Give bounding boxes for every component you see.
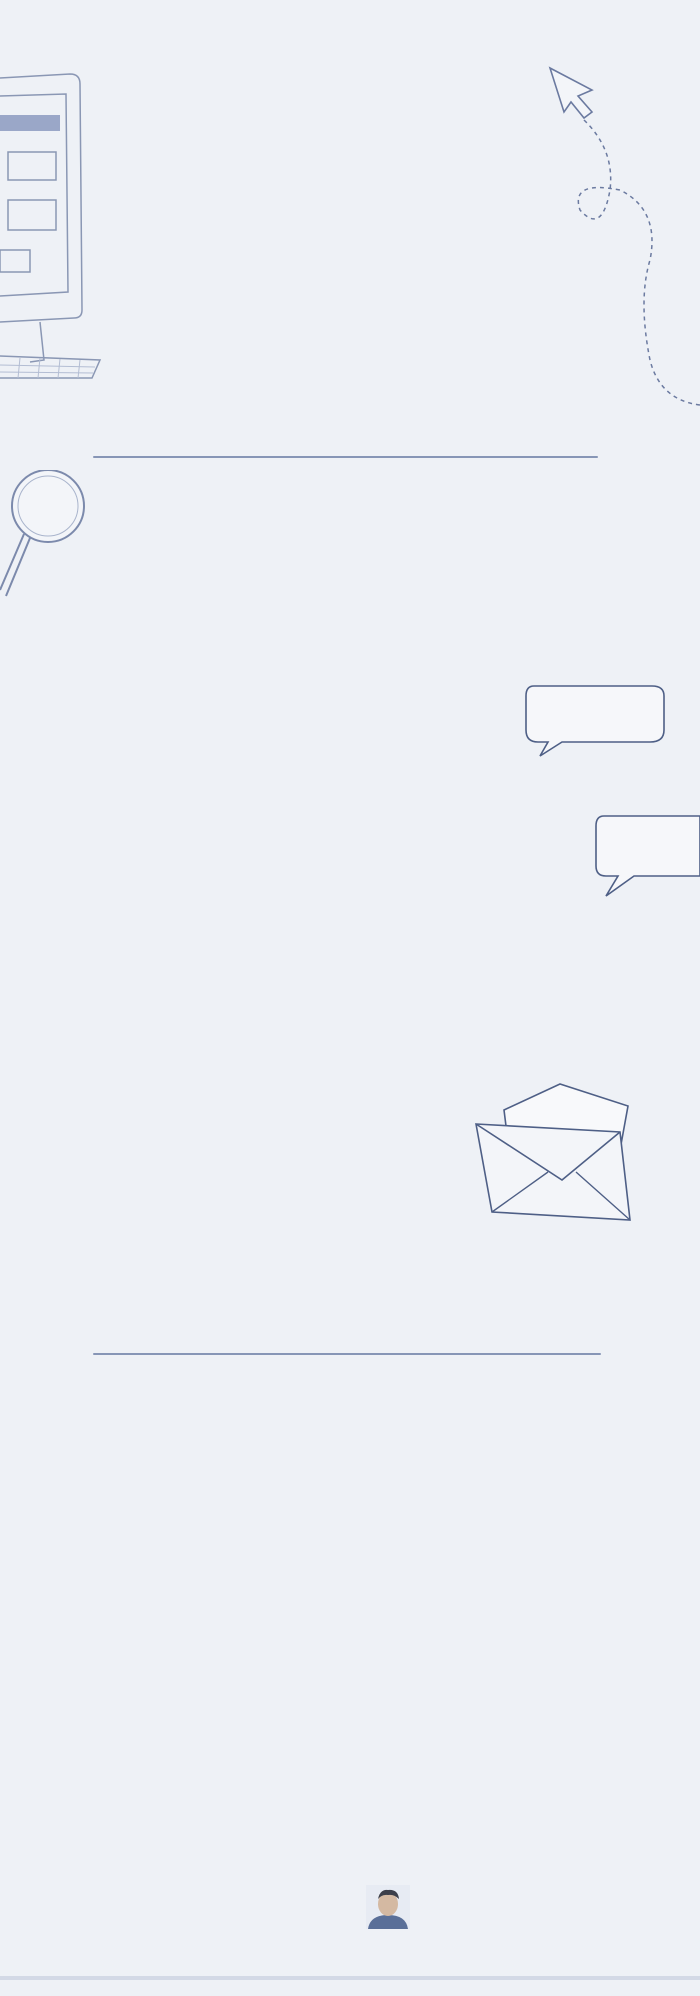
- computer-illustration: [0, 60, 110, 380]
- speech-bubble-hello: [520, 680, 670, 760]
- magnifier-icon: [0, 470, 100, 630]
- speech-bubble-privet: [590, 810, 700, 900]
- avatar: [366, 1885, 410, 1929]
- cursor-arrow-icon: [540, 60, 700, 420]
- title-underline: [93, 1353, 601, 1355]
- title-underline: [93, 456, 598, 458]
- envelope-icon: [470, 1080, 640, 1230]
- bottom-divider: [0, 1976, 700, 1980]
